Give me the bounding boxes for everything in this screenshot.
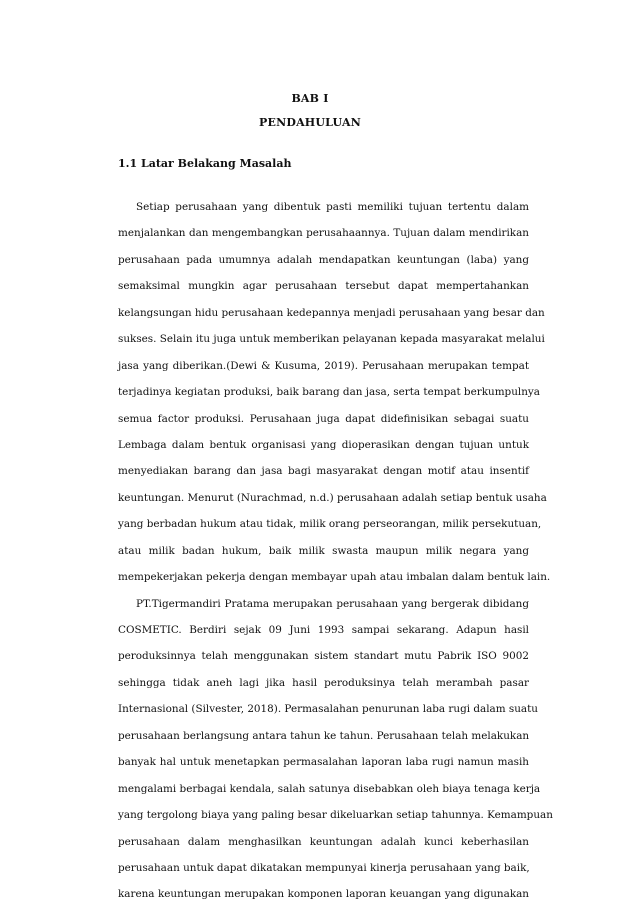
paragraph-line: perusahaan berlangsung antara tahun ke tahun. Perusahaan telah melakukan bbox=[118, 729, 530, 742]
paragraph-line: sehingga tidak aneh lagi jika hasil peroduksinya telah merambah pasar bbox=[118, 676, 529, 689]
paragraph-line: semua factor produksi. Perusahaan juga dapat didefinisikan sebagai suatu bbox=[118, 412, 529, 425]
paragraph-line: perusahaan pada umumnya adalah mendapatkan keuntungan (laba) yang bbox=[118, 253, 529, 266]
paragraph-line: perusahaan dalam menghasilkan keuntungan adalah kunci keberhasilan bbox=[118, 835, 529, 848]
chapter-label: BAB I bbox=[291, 92, 329, 105]
paragraph-line: semaksimal mungkin agar perusahaan tersebut dapat mempertahankan bbox=[118, 280, 529, 293]
paragraph-line: perusahaan untuk dapat dikatakan mempunyai kinerja perusahaan yang baik, bbox=[118, 861, 530, 874]
paragraph-line: terjadinya kegiatan produksi, baik barang dan jasa, serta tempat berkumpulnya bbox=[118, 386, 540, 399]
paragraph-line: jasa yang diberikan.(Dewi & Kusuma, 2019). Perusahaan merupakan tempat bbox=[118, 359, 529, 372]
paragraph-line: menjalankan dan mengembangkan perusahaannya. Tujuan dalam mendirikan bbox=[118, 227, 529, 240]
section-heading: 1.1 Latar Belakang Masalah bbox=[118, 157, 292, 170]
paragraph-line: mengalami berbagai kendala, salah satunya disebabkan oleh biaya tenaga kerja bbox=[118, 782, 541, 795]
paragraph-line: Setiap perusahaan yang dibentuk pasti memiliki tujuan tertentu dalam bbox=[136, 201, 529, 213]
paragraph-line: keuntungan. Menurut (Nurachmad, n.d.) perusahaan adalah setiap bentuk usaha bbox=[118, 491, 547, 504]
paragraph-line: Internasional (Silvester, 2018). Permasalahan penurunan laba rugi dalam suatu bbox=[118, 703, 538, 716]
paragraph-line: menyediakan barang dan jasa bagi masyarakat dengan motif atau insentif bbox=[118, 465, 529, 478]
paragraph-line: Lembaga dalam bentuk organisasi yang dioperasikan dengan tujuan untuk bbox=[118, 438, 529, 451]
paragraph-line: banyak hal untuk menetapkan permasalahan laporan laba rugi namun masih bbox=[118, 756, 529, 769]
paragraph-line: atau milik badan hukum, baik milik swasta maupun milik negara yang bbox=[118, 544, 529, 557]
chapter-title: PENDAHULUAN bbox=[259, 116, 361, 129]
paragraph-line: yang berbadan hukum atau tidak, milik orang perseorangan, milik persekutuan, bbox=[118, 518, 542, 531]
paragraph-line: sukses. Selain itu juga untuk memberikan pelayanan kepada masyarakat melalui bbox=[118, 333, 545, 346]
paragraph-line: peroduksinnya telah menggunakan sistem standart mutu Pabrik ISO 9002 bbox=[118, 650, 529, 663]
paragraph-line: karena keuntungan merupakan komponen laporan keuangan yang digunakan bbox=[118, 888, 529, 901]
paragraph-line: PT.Tigermandiri Pratama merupakan perusahaan yang bergerak dibidang bbox=[136, 597, 529, 610]
paragraph-line: kelangsungan hidu perusahaan kedepannya menjadi perusahaan yang besar dan bbox=[118, 306, 545, 319]
paragraph-line: mempekerjakan pekerja dengan membayar upah atau imbalan dalam bentuk lain. bbox=[118, 571, 551, 584]
paragraph-line: yang tergolong biaya yang paling besar dikeluarkan setiap tahunnya. Kemampuan bbox=[118, 809, 553, 822]
body-text bbox=[118, 200, 553, 914]
paragraph-line: COSMETIC. Berdiri sejak 09 Juni 1993 sampai sekarang. Adapun hasil bbox=[118, 624, 529, 636]
